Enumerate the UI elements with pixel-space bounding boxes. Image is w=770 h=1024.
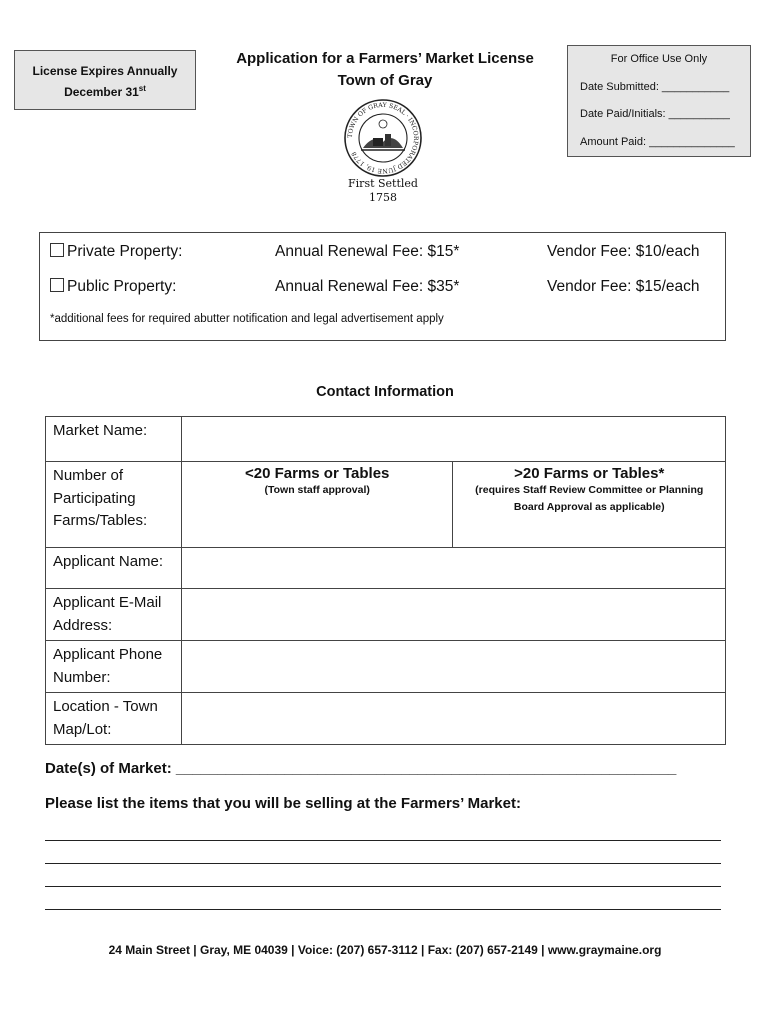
first-settled-caption (300, 177, 466, 205)
title-line1: Application for a Farmers’ Market License (236, 50, 534, 67)
over-20-subtitle: (requires Staff Review Committee or Planning Board Approval as applicable) (475, 484, 704, 513)
title-line2: Town of Gray (337, 72, 433, 89)
market-dates-label: Date(s) of Market: (45, 760, 172, 777)
town-seal-logo (343, 98, 423, 178)
items-line-4[interactable] (45, 909, 721, 910)
applicant-name-label: Applicant Name: (46, 548, 182, 589)
applicant-phone-label: Applicant Phone Number: (46, 641, 182, 693)
market-name-row (46, 417, 726, 462)
application-title (220, 48, 550, 92)
items-line-1[interactable] (45, 840, 721, 841)
applicant-name-row (46, 548, 726, 589)
items-prompt: Please list the items that you will be selling at the Farmers’ Market: (45, 795, 521, 812)
items-line-3[interactable] (45, 886, 721, 887)
date-submitted-field: Date Submitted: ___________ (580, 81, 730, 93)
applicant-name-field[interactable] (181, 548, 725, 589)
svg-text:TOWN OF GRAY SEAL · INCORPORAT: TOWN OF GRAY SEAL · INCORPORATED JUNE 19, 1778 (346, 101, 420, 175)
expires-line1: License Expires Annually (32, 64, 178, 78)
over-20-title: >20 Farms or Tables* (514, 465, 665, 482)
location-label: Location - Town Map/Lot: (46, 693, 182, 745)
public-property-checkbox[interactable] (50, 278, 64, 292)
market-dates-blank[interactable]: ____________________________________________________________ (175, 760, 677, 777)
applicant-phone-field[interactable] (181, 641, 725, 693)
amount-paid-field: Amount Paid: ______________ (580, 136, 735, 148)
private-property-checkbox[interactable] (50, 243, 64, 257)
private-property-label: Private Property: (67, 243, 183, 260)
market-name-label: Market Name: (46, 417, 182, 462)
license-expires-box (14, 50, 196, 110)
items-line-2[interactable] (45, 863, 721, 864)
private-property-option[interactable] (50, 243, 182, 261)
fee-note: *additional fees for required abutter notification and legal advertisement apply (50, 313, 444, 325)
public-property-option[interactable] (50, 278, 176, 296)
settled-label: First Settled (348, 177, 418, 190)
under-20-subtitle: (Town staff approval) (264, 484, 370, 496)
date-paid-field: Date Paid/Initials: __________ (580, 108, 730, 120)
contact-info-heading: Contact Information (316, 384, 454, 400)
applicant-email-label: Applicant E-Mail Address: (46, 589, 182, 641)
market-dates-line[interactable] (45, 760, 676, 777)
private-vendor-fee: Vendor Fee: $10/each (547, 243, 700, 260)
public-renewal-fee: Annual Renewal Fee: $35* (275, 278, 460, 295)
num-farms-label: Number of Participating Farms/Tables: (46, 462, 182, 548)
under-20-farms-option[interactable] (181, 462, 453, 548)
public-vendor-fee: Vendor Fee: $15/each (547, 278, 700, 295)
contact-table (45, 416, 726, 745)
applicant-phone-row (46, 641, 726, 693)
location-row (46, 693, 726, 745)
expires-line2: December 31st (64, 84, 146, 99)
office-use-box (567, 45, 751, 157)
public-property-label: Public Property: (67, 278, 177, 295)
location-field[interactable] (181, 693, 725, 745)
fee-box (39, 232, 726, 341)
under-20-title: <20 Farms or Tables (245, 465, 390, 482)
footer-contact: 24 Main Street | Gray, ME 04039 | Voice: (207) 657-3112 | Fax: (207) 657-2149 | www.graymaine.org (108, 943, 662, 957)
num-farms-row (46, 462, 726, 548)
private-renewal-fee: Annual Renewal Fee: $15* (275, 243, 460, 260)
settled-year: 1758 (369, 191, 397, 204)
over-20-farms-option[interactable] (453, 462, 726, 548)
applicant-email-field[interactable] (181, 589, 725, 641)
market-name-field[interactable] (181, 417, 725, 462)
office-use-title: For Office Use Only (610, 53, 708, 65)
applicant-email-row (46, 589, 726, 641)
